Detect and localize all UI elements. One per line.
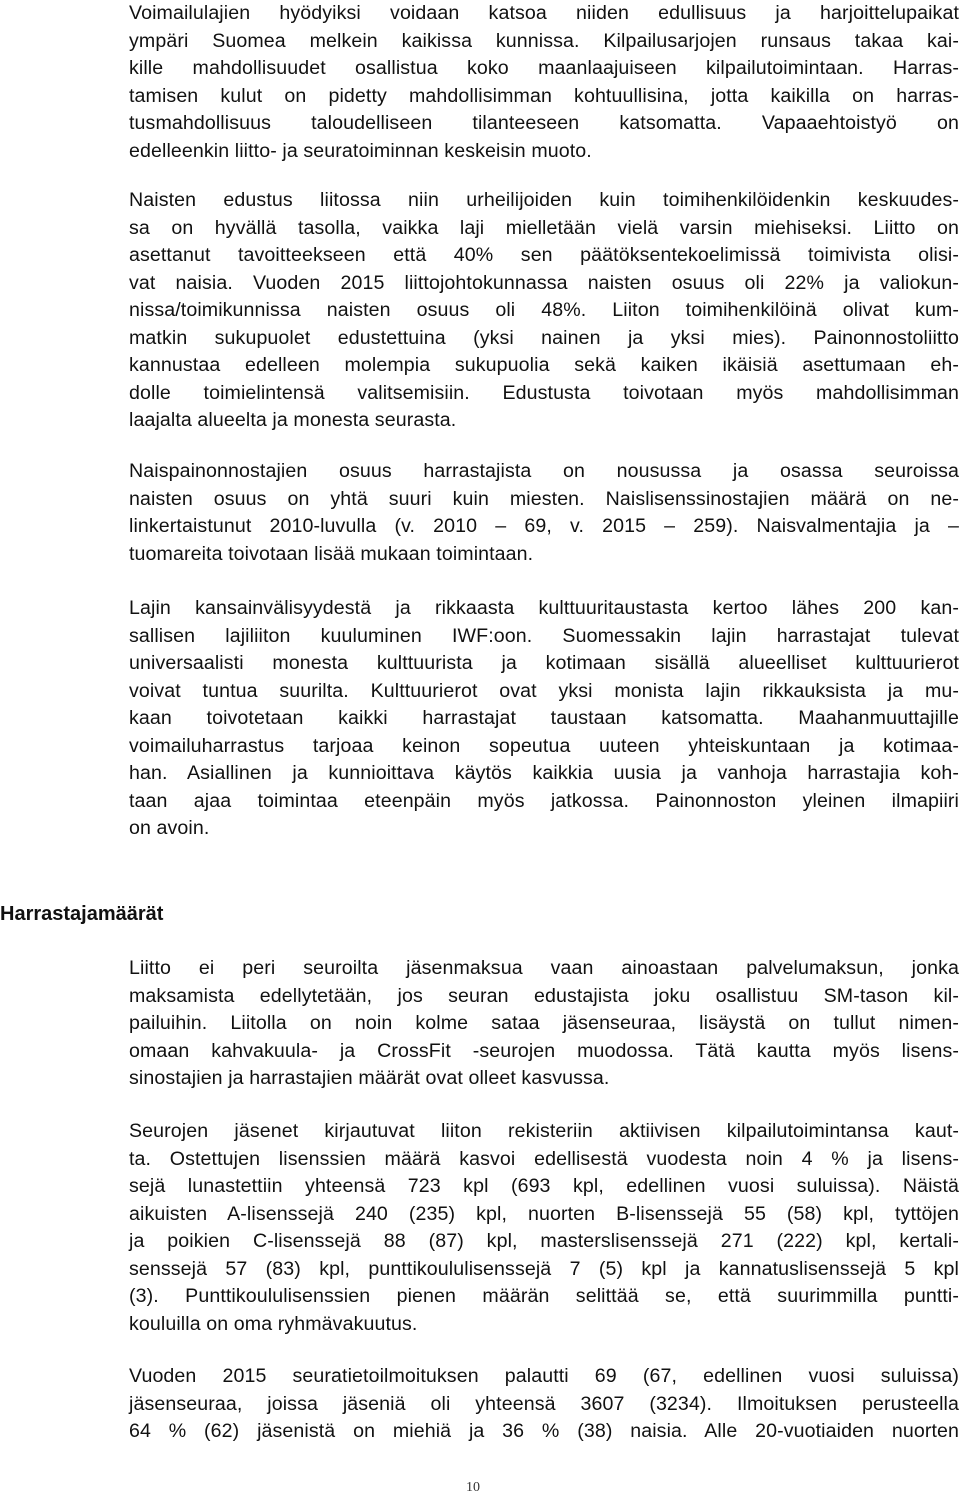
text-line: 64 % (62) jäsenistä on miehiä ja 36 % (38) naisia. Alle 20-vuotiaiden nuorten	[129, 1420, 959, 1442]
text-line: tusmahdollisuus taloudelliseen tilanteeseen katsomatta. Vapaaehtoistyö on	[129, 112, 959, 134]
paragraph-licenses	[129, 1118, 959, 1338]
text-line: Seurojen jäsenet kirjautuvat liiton rekisteriin aktiivisen kilpailutoimintansa kaut-	[129, 1120, 959, 1142]
paragraph-strength-sports-benefits	[129, 0, 959, 165]
text-line: ja poikien C-lisenssejä 88 (87) kpl, masterslisenssejä 271 (222) kpl, kertali-	[129, 1230, 959, 1252]
text-line: sinostajien ja harrastajien määrät ovat olleet kasvussa.	[129, 1067, 610, 1089]
text-line: jäsenseuraa, joissa jäseniä oli yhteensä 3607 (3234). Ilmoituksen perusteella	[129, 1392, 959, 1415]
text-line: dolle toimielintensä valitsemisiin. Edustusta toivotaan myös mahdollisimman	[129, 381, 959, 404]
text-line: taan ajaa toimintaa eteenpäin myös jatkossa. Painonnoston yleinen ilmapiiri	[129, 789, 959, 812]
text-line: tamisen kulut on pidetty mahdollisimman kohtuullisina, jotta kaikilla on harras-	[129, 84, 959, 107]
text-line: linkertaistunut 2010-luvulla (v. 2010 – 69, v. 2015 – 259). Naisvalmentajia ja –	[129, 515, 959, 537]
text-line: kaan toivotetaan kaikki harrastajat taustaan katsomatta. Maahanmuuttajille	[129, 707, 959, 729]
paragraph-membership-fees	[129, 955, 959, 1093]
text-line: Naispainonnostajien osuus harrastajista on nousussa ja osassa seuroissa	[129, 460, 959, 482]
section-heading: Harrastajamäärät	[0, 903, 164, 925]
text-line: universaalisti monesta kulttuurista ja kotimaan sisällä alueelliset kulttuurierot	[129, 652, 959, 674]
text-line: (3). Punttikoululisenssien pienen määrän selittää se, että suurimmilla puntti-	[129, 1285, 959, 1307]
text-line: Naisten edustus liitossa niin urheilijoiden kuin toimihenkilöidenkin keskuudes-	[129, 189, 959, 211]
text-line: maksamista edellytetään, jos seuran edustajista joku osallistuu SM-tason kil-	[129, 984, 959, 1007]
text-line: voimailuharrastus tarjoaa keinon sopeutua uuteen yhteiskuntaan ja kotimaa-	[129, 734, 959, 757]
text-line: ympäri Suomea melkein kaikissa kunnissa. Kilpailusarjojen runsaus takaa kai-	[129, 29, 959, 52]
text-line: Liitto ei peri seuroilta jäsenmaksua vaan ainoastaan palvelumaksun, jonka	[129, 957, 959, 979]
text-line: kannustaa edelleen molempia sukupuolia sekä kaiken ikäisiä asettumaan eh-	[129, 354, 959, 376]
text-line: Vuoden 2015 seuratietoilmoituksen palautti 69 (67, edellinen vuosi suluissa)	[129, 1365, 959, 1387]
text-line: Lajin kansainvälisyydestä ja rikkaasta kulttuuritaustasta kertoo lähes 200 kan-	[129, 597, 959, 619]
text-line: vat naisia. Vuoden 2015 liittojohtokunnassa naisten osuus oli 22% ja valiokun-	[129, 271, 959, 294]
paragraph-club-report	[129, 1363, 959, 1446]
text-line: asettanut tavoitteekseen että 40% sen päätöksentekoelimissä toimivista olisi-	[129, 244, 959, 266]
text-line: senssejä 57 (83) kpl, punttikoululisenssejä 7 (5) kpl ja kannatuslisenssejä 5 kpl	[129, 1257, 959, 1280]
text-line: kille mahdollisuudet osallistua koko maanlaajuiseen kilpailutoimintaan. Harras-	[129, 57, 959, 79]
text-line: han. Asiallinen ja kunnioittava käytös kaikkia uusia ja vanhoja harrastajia koh-	[129, 762, 959, 784]
text-line: laajalta alueelta ja monesta seurasta.	[129, 409, 457, 431]
text-line: on avoin.	[129, 817, 210, 839]
text-line: kouluilla on oma ryhmävakuutus.	[129, 1312, 418, 1335]
text-line: edelleenkin liitto- ja seuratoiminnan keskeisin muoto.	[129, 139, 592, 162]
text-line: pailuihin. Liitolla on noin kolme sataa jäsenseuraa, lisäystä on tullut nimen-	[129, 1012, 959, 1034]
text-line: tuomareita toivotaan lisää mukaan toimintaan.	[129, 542, 534, 565]
text-line: nissa/toimikunnissa naisten osuus oli 48%. Liiton toimihenkilöinä olivat kum-	[129, 299, 959, 321]
paragraph-women-representation	[129, 187, 959, 435]
paragraph-internationality	[129, 595, 959, 843]
text-line: sejä lunastettiin yhteensä 723 kpl (693 kpl, edellinen vuosi suluissa). Näistä	[129, 1175, 959, 1197]
text-line: voivat tuntua suurilta. Kulttuurierot ovat yksi monista lajin rikkauksista ja mu-	[129, 679, 959, 702]
text-line: ta. Ostettujen lisenssien määrä kasvoi edellisestä vuodesta noin 4 % ja lisens-	[129, 1147, 959, 1170]
text-line: Voimailulajien hyödyiksi voidaan katsoa niiden edullisuus ja harjoittelupaikat	[129, 2, 959, 24]
text-line: naisten osuus on yhtä suuri kuin miesten. Naislisenssinostajien määrä on ne-	[129, 487, 959, 510]
text-line: aikuisten A-lisenssejä 240 (235) kpl, nuorten B-lisenssejä 55 (58) kpl, tyttöjen	[129, 1202, 959, 1225]
text-line: sallisen lajiliiton kuuluminen IWF:oon. Suomessakin lajin harrastajat tulevat	[129, 624, 959, 647]
text-line: omaan kahvakuula- ja CrossFit -seurojen muodossa. Tätä kautta myös lisens-	[129, 1039, 959, 1062]
page-number: 10	[466, 1480, 480, 1495]
paragraph-women-weightlifters	[129, 458, 959, 568]
text-line: matkin sukupuolet edustettuina (yksi nainen ja yksi mies). Painonnostoliitto	[129, 326, 959, 349]
text-line: sa on hyvällä tasolla, vaikka laji mielletään vielä varsin miehiseksi. Liitto on	[129, 216, 959, 239]
